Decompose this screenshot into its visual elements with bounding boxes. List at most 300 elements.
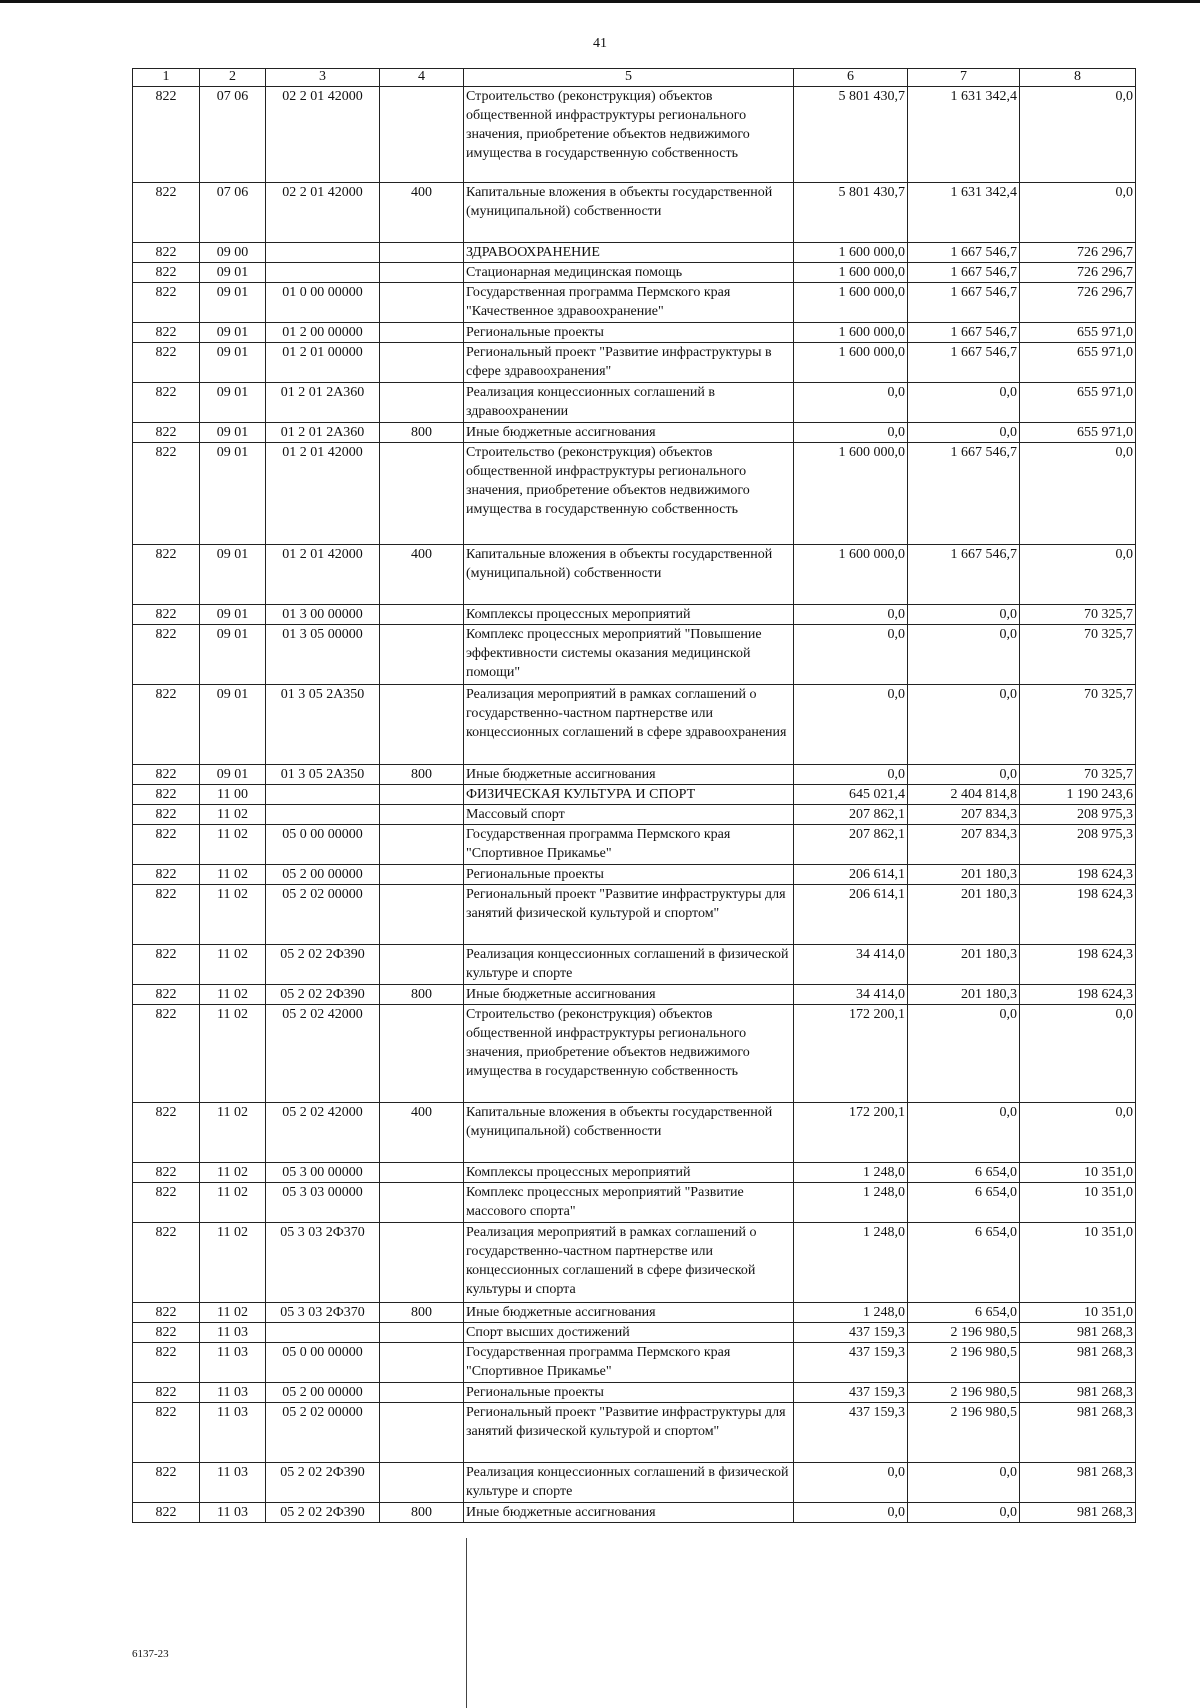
cell-section-code: 07 06 [200,87,266,183]
cell-amount-col8: 981 268,3 [1020,1343,1136,1383]
cell-group-code: 822 [133,263,200,283]
cell-section-code: 11 03 [200,1383,266,1403]
cell-amount-col8: 208 975,3 [1020,805,1136,825]
cell-amount-col6: 437 159,3 [794,1403,908,1463]
cell-amount-col7: 6 654,0 [908,1163,1020,1183]
budget-table [132,68,1136,1523]
cell-article-code: 01 3 00 00000 [266,605,380,625]
cell-amount-col6: 172 200,1 [794,1103,908,1163]
cell-amount-col6: 437 159,3 [794,1383,908,1403]
cell-amount-col6: 1 600 000,0 [794,263,908,283]
cell-amount-col6: 34 414,0 [794,945,908,985]
cell-amount-col7: 0,0 [908,1103,1020,1163]
cell-expense-type: 800 [380,985,464,1005]
cell-amount-col8: 0,0 [1020,1005,1136,1103]
cell-amount-col7: 1 667 546,7 [908,343,1020,383]
table-row [133,343,1136,383]
cell-group-code: 822 [133,785,200,805]
cell-article-code: 01 0 00 00000 [266,283,380,323]
cell-article-code: 01 2 01 2А360 [266,383,380,423]
cell-article-code: 05 2 02 00000 [266,885,380,945]
cell-amount-col6: 206 614,1 [794,865,908,885]
cell-expense-type [380,443,464,545]
cell-amount-col7: 0,0 [908,423,1020,443]
cell-group-code: 822 [133,545,200,605]
cell-section-code: 09 01 [200,343,266,383]
cell-amount-col6: 5 801 430,7 [794,183,908,243]
cell-article-code: 02 2 01 42000 [266,183,380,243]
vertical-rule [466,1538,467,1708]
cell-expense-type [380,865,464,885]
cell-amount-col7: 0,0 [908,685,1020,765]
table-header-row [133,69,1136,87]
cell-amount-col7: 1 667 546,7 [908,263,1020,283]
cell-group-code: 822 [133,605,200,625]
cell-amount-col7: 6 654,0 [908,1223,1020,1303]
table-row [133,785,1136,805]
cell-expense-type [380,805,464,825]
table-row [133,283,1136,323]
cell-group-code: 822 [133,1303,200,1323]
cell-group-code: 822 [133,283,200,323]
cell-section-code: 09 01 [200,685,266,765]
cell-amount-col8: 0,0 [1020,1103,1136,1163]
cell-group-code: 822 [133,1343,200,1383]
cell-article-code: 05 2 02 2Ф390 [266,1463,380,1503]
cell-amount-col6: 207 862,1 [794,825,908,865]
cell-amount-col6: 645 021,4 [794,785,908,805]
cell-group-code: 822 [133,865,200,885]
cell-group-code: 822 [133,805,200,825]
cell-section-code: 09 01 [200,625,266,685]
cell-group-code: 822 [133,423,200,443]
header-cell: 3 [266,69,380,87]
cell-article-code: 05 2 02 00000 [266,1403,380,1463]
cell-expense-type [380,1005,464,1103]
table-row [133,1343,1136,1383]
table-row [133,685,1136,765]
cell-item-name: Иные бюджетные ассигнования [464,765,794,785]
cell-section-code: 09 00 [200,243,266,263]
cell-amount-col6: 206 614,1 [794,885,908,945]
cell-amount-col7: 1 631 342,4 [908,183,1020,243]
cell-article-code [266,805,380,825]
table-row [133,1103,1136,1163]
cell-article-code: 05 2 02 42000 [266,1005,380,1103]
cell-item-name: Иные бюджетные ассигнования [464,1303,794,1323]
cell-section-code: 11 02 [200,1163,266,1183]
cell-amount-col7: 2 404 814,8 [908,785,1020,805]
cell-amount-col6: 1 600 000,0 [794,343,908,383]
cell-amount-col7: 201 180,3 [908,865,1020,885]
cell-item-name: Спорт высших достижений [464,1323,794,1343]
table-row [133,545,1136,605]
header-cell: 1 [133,69,200,87]
cell-amount-col7: 0,0 [908,605,1020,625]
cell-group-code: 822 [133,825,200,865]
cell-amount-col8: 726 296,7 [1020,243,1136,263]
cell-expense-type: 400 [380,183,464,243]
cell-item-name: Иные бюджетные ассигнования [464,985,794,1005]
cell-amount-col7: 201 180,3 [908,885,1020,945]
cell-section-code: 11 02 [200,825,266,865]
header-cell: 7 [908,69,1020,87]
cell-item-name: Региональные проекты [464,865,794,885]
cell-amount-col6: 0,0 [794,625,908,685]
cell-article-code: 01 2 01 42000 [266,545,380,605]
cell-amount-col6: 1 248,0 [794,1163,908,1183]
table-row [133,945,1136,985]
cell-item-name: Массовый спорт [464,805,794,825]
cell-amount-col6: 437 159,3 [794,1343,908,1383]
header-cell: 4 [380,69,464,87]
cell-section-code: 11 02 [200,1103,266,1163]
cell-amount-col7: 1 667 546,7 [908,283,1020,323]
cell-section-code: 11 02 [200,1005,266,1103]
cell-amount-col7: 1 667 546,7 [908,243,1020,263]
cell-article-code: 02 2 01 42000 [266,87,380,183]
cell-article-code [266,785,380,805]
cell-amount-col7: 0,0 [908,625,1020,685]
cell-item-name: Региональный проект "Развитие инфраструктуры для занятий физической культурой и спортом" [464,885,794,945]
cell-item-name: Государственная программа Пермского края "Спортивное Прикамье" [464,825,794,865]
cell-expense-type [380,685,464,765]
table-body [133,87,1136,1523]
cell-section-code: 11 02 [200,1183,266,1223]
cell-section-code: 11 03 [200,1403,266,1463]
table-row [133,985,1136,1005]
cell-expense-type: 400 [380,545,464,605]
cell-amount-col7: 0,0 [908,383,1020,423]
top-border-line [0,0,1200,3]
cell-amount-col7: 1 667 546,7 [908,443,1020,545]
cell-amount-col8: 198 624,3 [1020,945,1136,985]
cell-article-code [266,1323,380,1343]
cell-expense-type [380,87,464,183]
cell-section-code: 11 02 [200,1223,266,1303]
cell-amount-col8: 0,0 [1020,183,1136,243]
cell-amount-col8: 10 351,0 [1020,1183,1136,1223]
cell-item-name: Комплекс процессных мероприятий "Повышение эффективности системы оказания медицинской помощи" [464,625,794,685]
cell-article-code: 05 2 02 2Ф390 [266,985,380,1005]
cell-section-code: 11 02 [200,805,266,825]
cell-amount-col6: 0,0 [794,685,908,765]
cell-expense-type [380,1183,464,1223]
cell-expense-type: 800 [380,423,464,443]
cell-item-name: Комплекс процессных мероприятий "Развитие массового спорта" [464,1183,794,1223]
cell-group-code: 822 [133,383,200,423]
cell-section-code: 09 01 [200,605,266,625]
cell-item-name: Комплексы процессных мероприятий [464,1163,794,1183]
cell-item-name: ФИЗИЧЕСКАЯ КУЛЬТУРА И СПОРТ [464,785,794,805]
cell-amount-col8: 70 325,7 [1020,765,1136,785]
cell-group-code: 822 [133,183,200,243]
cell-expense-type: 800 [380,1303,464,1323]
cell-section-code: 11 02 [200,865,266,885]
cell-article-code: 05 2 02 2Ф390 [266,945,380,985]
cell-expense-type [380,243,464,263]
table-row [133,1163,1136,1183]
cell-item-name: Реализация мероприятий в рамках соглашений о государственно-частном партнерстве или концессионных соглашений в сфере физической культуры и спорта [464,1223,794,1303]
cell-section-code: 11 00 [200,785,266,805]
table-row [133,1183,1136,1223]
cell-amount-col8: 208 975,3 [1020,825,1136,865]
cell-group-code: 822 [133,443,200,545]
cell-expense-type [380,343,464,383]
cell-item-name: Строительство (реконструкция) объектов общественной инфраструктуры регионального значения, приобретение объектов недвижимого имущества в государственную собственность [464,443,794,545]
cell-amount-col6: 1 248,0 [794,1183,908,1223]
cell-item-name: Строительство (реконструкция) объектов общественной инфраструктуры регионального значения, приобретение объектов недвижимого имущества в государственную собственность [464,1005,794,1103]
cell-section-code: 07 06 [200,183,266,243]
cell-expense-type [380,283,464,323]
cell-amount-col7: 2 196 980,5 [908,1403,1020,1463]
cell-item-name: Реализация концессионных соглашений в физической культуре и спорте [464,945,794,985]
cell-amount-col8: 10 351,0 [1020,1163,1136,1183]
cell-section-code: 11 03 [200,1343,266,1383]
cell-expense-type [380,323,464,343]
cell-group-code: 822 [133,1223,200,1303]
cell-group-code: 822 [133,1463,200,1503]
cell-group-code: 822 [133,945,200,985]
cell-amount-col8: 70 325,7 [1020,605,1136,625]
cell-amount-col8: 198 624,3 [1020,985,1136,1005]
table-row [133,1403,1136,1463]
table-row [133,423,1136,443]
cell-item-name: Капитальные вложения в объекты государственной (муниципальной) собственности [464,183,794,243]
cell-amount-col6: 34 414,0 [794,985,908,1005]
cell-section-code: 11 02 [200,885,266,945]
cell-item-name: Региональные проекты [464,323,794,343]
cell-amount-col7: 207 834,3 [908,805,1020,825]
cell-amount-col7: 0,0 [908,765,1020,785]
cell-section-code: 09 01 [200,383,266,423]
cell-amount-col8: 981 268,3 [1020,1503,1136,1523]
cell-expense-type [380,825,464,865]
header-cell: 6 [794,69,908,87]
cell-section-code: 11 03 [200,1463,266,1503]
cell-article-code: 05 2 00 00000 [266,865,380,885]
table-row [133,885,1136,945]
cell-amount-col6: 1 600 000,0 [794,283,908,323]
cell-amount-col8: 0,0 [1020,443,1136,545]
cell-amount-col6: 0,0 [794,1463,908,1503]
cell-article-code: 01 2 01 00000 [266,343,380,383]
cell-group-code: 822 [133,685,200,765]
cell-amount-col7: 0,0 [908,1005,1020,1103]
cell-article-code: 05 2 00 00000 [266,1383,380,1403]
table-row [133,1005,1136,1103]
cell-amount-col6: 1 600 000,0 [794,323,908,343]
cell-amount-col8: 0,0 [1020,545,1136,605]
cell-amount-col7: 201 180,3 [908,945,1020,985]
cell-amount-col6: 437 159,3 [794,1323,908,1343]
cell-group-code: 822 [133,1103,200,1163]
cell-amount-col8: 10 351,0 [1020,1223,1136,1303]
cell-section-code: 09 01 [200,323,266,343]
cell-article-code: 05 0 00 00000 [266,825,380,865]
cell-group-code: 822 [133,1503,200,1523]
cell-expense-type [380,383,464,423]
cell-item-name: Государственная программа Пермского края "Качественное здравоохранение" [464,283,794,323]
cell-item-name: Капитальные вложения в объекты государственной (муниципальной) собственности [464,1103,794,1163]
cell-amount-col8: 0,0 [1020,87,1136,183]
cell-article-code: 01 3 05 2А350 [266,765,380,785]
table-row [133,1383,1136,1403]
cell-item-name: Иные бюджетные ассигнования [464,1503,794,1523]
cell-article-code: 05 3 00 00000 [266,1163,380,1183]
cell-item-name: Региональный проект "Развитие инфраструктуры в сфере здравоохранения" [464,343,794,383]
cell-item-name: Реализация концессионных соглашений в физической культуре и спорте [464,1463,794,1503]
table-row [133,765,1136,785]
cell-group-code: 822 [133,765,200,785]
cell-amount-col7: 6 654,0 [908,1303,1020,1323]
cell-article-code: 01 2 01 2А360 [266,423,380,443]
cell-amount-col8: 198 624,3 [1020,885,1136,945]
cell-item-name: Реализация концессионных соглашений в здравоохранении [464,383,794,423]
cell-expense-type [380,1463,464,1503]
cell-amount-col7: 0,0 [908,1463,1020,1503]
cell-section-code: 11 03 [200,1323,266,1343]
cell-group-code: 822 [133,343,200,383]
cell-group-code: 822 [133,885,200,945]
cell-item-name: Капитальные вложения в объекты государственной (муниципальной) собственности [464,545,794,605]
cell-amount-col8: 655 971,0 [1020,323,1136,343]
cell-amount-col6: 0,0 [794,383,908,423]
cell-expense-type: 400 [380,1103,464,1163]
cell-expense-type [380,945,464,985]
document-code: 6137-23 [132,1648,169,1660]
cell-expense-type: 800 [380,1503,464,1523]
cell-expense-type [380,1223,464,1303]
cell-amount-col8: 981 268,3 [1020,1403,1136,1463]
table-row [133,1323,1136,1343]
cell-article-code: 05 0 00 00000 [266,1343,380,1383]
table-row [133,383,1136,423]
cell-amount-col7: 1 667 546,7 [908,323,1020,343]
table-row [133,243,1136,263]
cell-item-name: Иные бюджетные ассигнования [464,423,794,443]
table-row [133,805,1136,825]
cell-group-code: 822 [133,625,200,685]
table-row [133,625,1136,685]
cell-expense-type [380,785,464,805]
cell-group-code: 822 [133,1323,200,1343]
cell-amount-col8: 726 296,7 [1020,283,1136,323]
cell-amount-col8: 655 971,0 [1020,383,1136,423]
cell-expense-type [380,263,464,283]
cell-article-code: 05 3 03 00000 [266,1183,380,1223]
cell-expense-type [380,1403,464,1463]
cell-section-code: 09 01 [200,263,266,283]
cell-item-name: Строительство (реконструкция) объектов общественной инфраструктуры регионального значения, приобретение объектов недвижимого имущества в государственную собственность [464,87,794,183]
cell-expense-type [380,1383,464,1403]
cell-group-code: 822 [133,1163,200,1183]
table-row [133,1303,1136,1323]
cell-expense-type [380,1163,464,1183]
cell-section-code: 11 02 [200,985,266,1005]
cell-article-code: 01 3 05 2А350 [266,685,380,765]
cell-group-code: 822 [133,87,200,183]
cell-article-code: 05 2 02 2Ф390 [266,1503,380,1523]
cell-amount-col6: 207 862,1 [794,805,908,825]
cell-amount-col8: 981 268,3 [1020,1463,1136,1503]
table-row [133,605,1136,625]
table-row [133,443,1136,545]
cell-article-code: 05 2 02 42000 [266,1103,380,1163]
cell-amount-col8: 198 624,3 [1020,865,1136,885]
cell-amount-col8: 726 296,7 [1020,263,1136,283]
cell-item-name: ЗДРАВООХРАНЕНИЕ [464,243,794,263]
cell-group-code: 822 [133,1383,200,1403]
table-row [133,1463,1136,1503]
cell-expense-type [380,605,464,625]
cell-amount-col6: 1 600 000,0 [794,545,908,605]
cell-amount-col8: 981 268,3 [1020,1383,1136,1403]
table-row [133,87,1136,183]
cell-amount-col8: 1 190 243,6 [1020,785,1136,805]
cell-expense-type [380,1323,464,1343]
table-row [133,323,1136,343]
cell-article-code: 05 3 03 2Ф370 [266,1223,380,1303]
cell-expense-type [380,885,464,945]
cell-group-code: 822 [133,985,200,1005]
table-row [133,825,1136,865]
table-row [133,1223,1136,1303]
cell-amount-col6: 0,0 [794,423,908,443]
cell-section-code: 09 01 [200,423,266,443]
cell-item-name: Региональные проекты [464,1383,794,1403]
header-cell: 8 [1020,69,1136,87]
cell-amount-col8: 70 325,7 [1020,625,1136,685]
cell-amount-col7: 0,0 [908,1503,1020,1523]
cell-section-code: 11 02 [200,945,266,985]
cell-expense-type: 800 [380,765,464,785]
cell-section-code: 09 01 [200,545,266,605]
cell-group-code: 822 [133,243,200,263]
cell-amount-col8: 981 268,3 [1020,1323,1136,1343]
table-row [133,263,1136,283]
cell-item-name: Региональный проект "Развитие инфраструктуры для занятий физической культурой и спортом" [464,1403,794,1463]
cell-amount-col7: 2 196 980,5 [908,1383,1020,1403]
cell-item-name: Комплексы процессных мероприятий [464,605,794,625]
table-row [133,865,1136,885]
cell-article-code: 05 3 03 2Ф370 [266,1303,380,1323]
cell-amount-col6: 0,0 [794,1503,908,1523]
cell-amount-col6: 1 600 000,0 [794,243,908,263]
cell-section-code: 11 03 [200,1503,266,1523]
cell-item-name: Реализация мероприятий в рамках соглашений о государственно-частном партнерстве или концессионных соглашений в сфере здравоохранения [464,685,794,765]
cell-section-code: 09 01 [200,443,266,545]
cell-amount-col8: 10 351,0 [1020,1303,1136,1323]
cell-group-code: 822 [133,1403,200,1463]
page-number: 41 [593,36,607,51]
cell-article-code [266,263,380,283]
cell-item-name: Государственная программа Пермского края "Спортивное Прикамье" [464,1343,794,1383]
cell-amount-col7: 1 667 546,7 [908,545,1020,605]
table-row [133,183,1136,243]
cell-amount-col8: 655 971,0 [1020,343,1136,383]
cell-expense-type [380,625,464,685]
cell-group-code: 822 [133,323,200,343]
cell-amount-col8: 70 325,7 [1020,685,1136,765]
cell-amount-col6: 1 248,0 [794,1223,908,1303]
cell-item-name: Стационарная медицинская помощь [464,263,794,283]
cell-amount-col6: 1 248,0 [794,1303,908,1323]
cell-section-code: 11 02 [200,1303,266,1323]
cell-group-code: 822 [133,1005,200,1103]
cell-amount-col6: 1 600 000,0 [794,443,908,545]
cell-group-code: 822 [133,1183,200,1223]
